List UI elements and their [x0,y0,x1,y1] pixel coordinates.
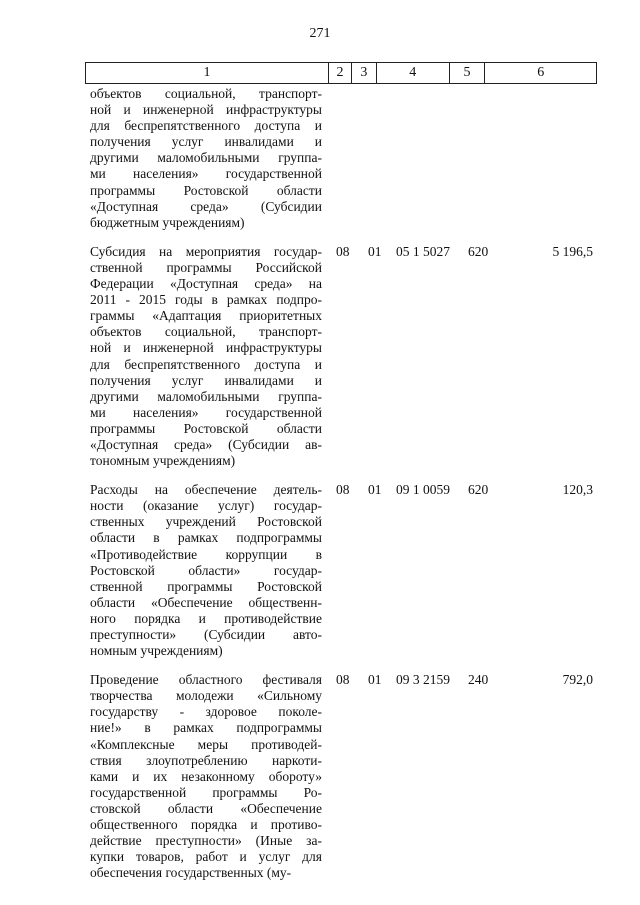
header-col-4: 4 [377,63,450,83]
page-number: 271 [309,26,331,41]
description-line: программы Ростовской области [90,182,322,198]
description-line: бюджетным учреждениям) [90,214,245,230]
description-line: 2011 - 2015 годы в рамках подпро- [90,292,322,308]
description-line: «Доступная среда» (Субсидии [90,198,322,214]
table-header [85,62,597,84]
description-line: ми населения» государственной [90,404,322,420]
description-line: получения услуг инвалидами и [90,372,322,388]
target-article-code: 09 1 0059 [396,482,450,498]
description-line: «Противодействие коррупции в [90,546,322,562]
header-col-1: 1 [86,63,329,83]
row-description [90,672,322,881]
description-line: Ростовской области» государ- [90,562,322,578]
description-line: обеспечения государственных (му- [90,865,292,881]
description-line: ной и инженерной инфраструктуры [90,340,322,356]
expense-type-code: 620 [468,243,489,259]
description-line: «Комплексные меры противодей- [90,736,322,752]
row-description [90,482,322,659]
description-line: ной и инженерной инфраструктуры [90,102,322,118]
description-line: программы Ростовской области [90,420,322,436]
description-line: ственных учреждений Ростовской [90,514,322,530]
description-line: действие преступности» (Иные за- [90,833,322,849]
description-line: для беспрепятственного доступа и [90,118,322,134]
description-line: номным учреждениям) [90,643,223,659]
section-code: 08 [336,482,350,498]
description-line: области «Обеспечение общественн- [90,594,322,610]
header-col-5: 5 [450,63,486,83]
table-body [90,86,597,881]
description-line: ми населения» государственной [90,166,322,182]
description-line: общественного порядка и противо- [90,817,322,833]
description-line: ного порядка и противодействие [90,610,322,626]
description-line: тономным учреждениям) [90,453,236,469]
section-code: 08 [336,672,350,688]
description-line: объектов социальной, транспорт- [90,324,322,340]
description-line: ственной программы Российской [90,259,322,275]
expense-type-code: 620 [468,482,489,498]
description-line: преступности» (Субсидии авто- [90,627,322,642]
description-line: творчества молодежи «Сильному [90,688,322,704]
target-article-code: 09 3 2159 [396,672,450,688]
subsection-code: 01 [368,243,382,259]
subsection-code: 01 [368,672,382,688]
description-line: ние!» в рамках подпрограммы [90,720,322,736]
description-line: государству - здоровое поколе- [90,704,322,720]
description-line: ствия злоупотреблению наркоти- [90,752,322,768]
table-row [90,244,597,469]
subsection-code: 01 [368,482,382,498]
description-line: ственной программы Ростовской [90,578,322,594]
description-line: «Доступная среда» (Субсидии ав- [90,436,322,452]
amount: 792,0 [562,672,593,688]
description-line: купки товаров, работ и услуг для [90,849,322,865]
description-line: Субсидия на мероприятия государ- [90,243,322,259]
description-line: Федерации «Доступная среда» на [90,276,322,292]
description-line: области в рамках подпрограммы [90,530,322,546]
description-line: Расходы на обеспечение деятель- [90,482,322,498]
description-line: ками и их незаконному обороту» [90,768,322,784]
description-line: для беспрепятственного доступа и [90,356,322,372]
description-line: другими маломобильными группа- [90,150,322,166]
row-description [90,86,322,231]
description-line: Проведение областного фестиваля [90,672,322,688]
header-col-6: 6 [537,65,545,80]
section-code: 08 [336,243,350,259]
description-line: получения услуг инвалидами и [90,134,322,150]
table-row [90,86,597,231]
header-col-3: 3 [352,63,377,83]
description-line: государственной программы Ро- [90,784,322,800]
target-article-code: 05 1 5027 [396,243,450,259]
amount: 5 196,5 [552,243,593,259]
description-line: объектов социальной, транспорт- [90,86,322,101]
description-line: ности (оказание услуг) государ- [90,498,322,514]
header-col-2: 2 [329,63,352,83]
description-line: стовской области «Обеспечение [90,800,322,816]
table-row [90,672,597,881]
expense-type-code: 240 [468,672,489,688]
row-description [90,244,322,469]
description-line: граммы «Адаптация приоритетных [90,308,322,324]
table-row [90,482,597,659]
amount: 120,3 [562,482,593,498]
description-line: другими маломобильными группа- [90,388,322,404]
